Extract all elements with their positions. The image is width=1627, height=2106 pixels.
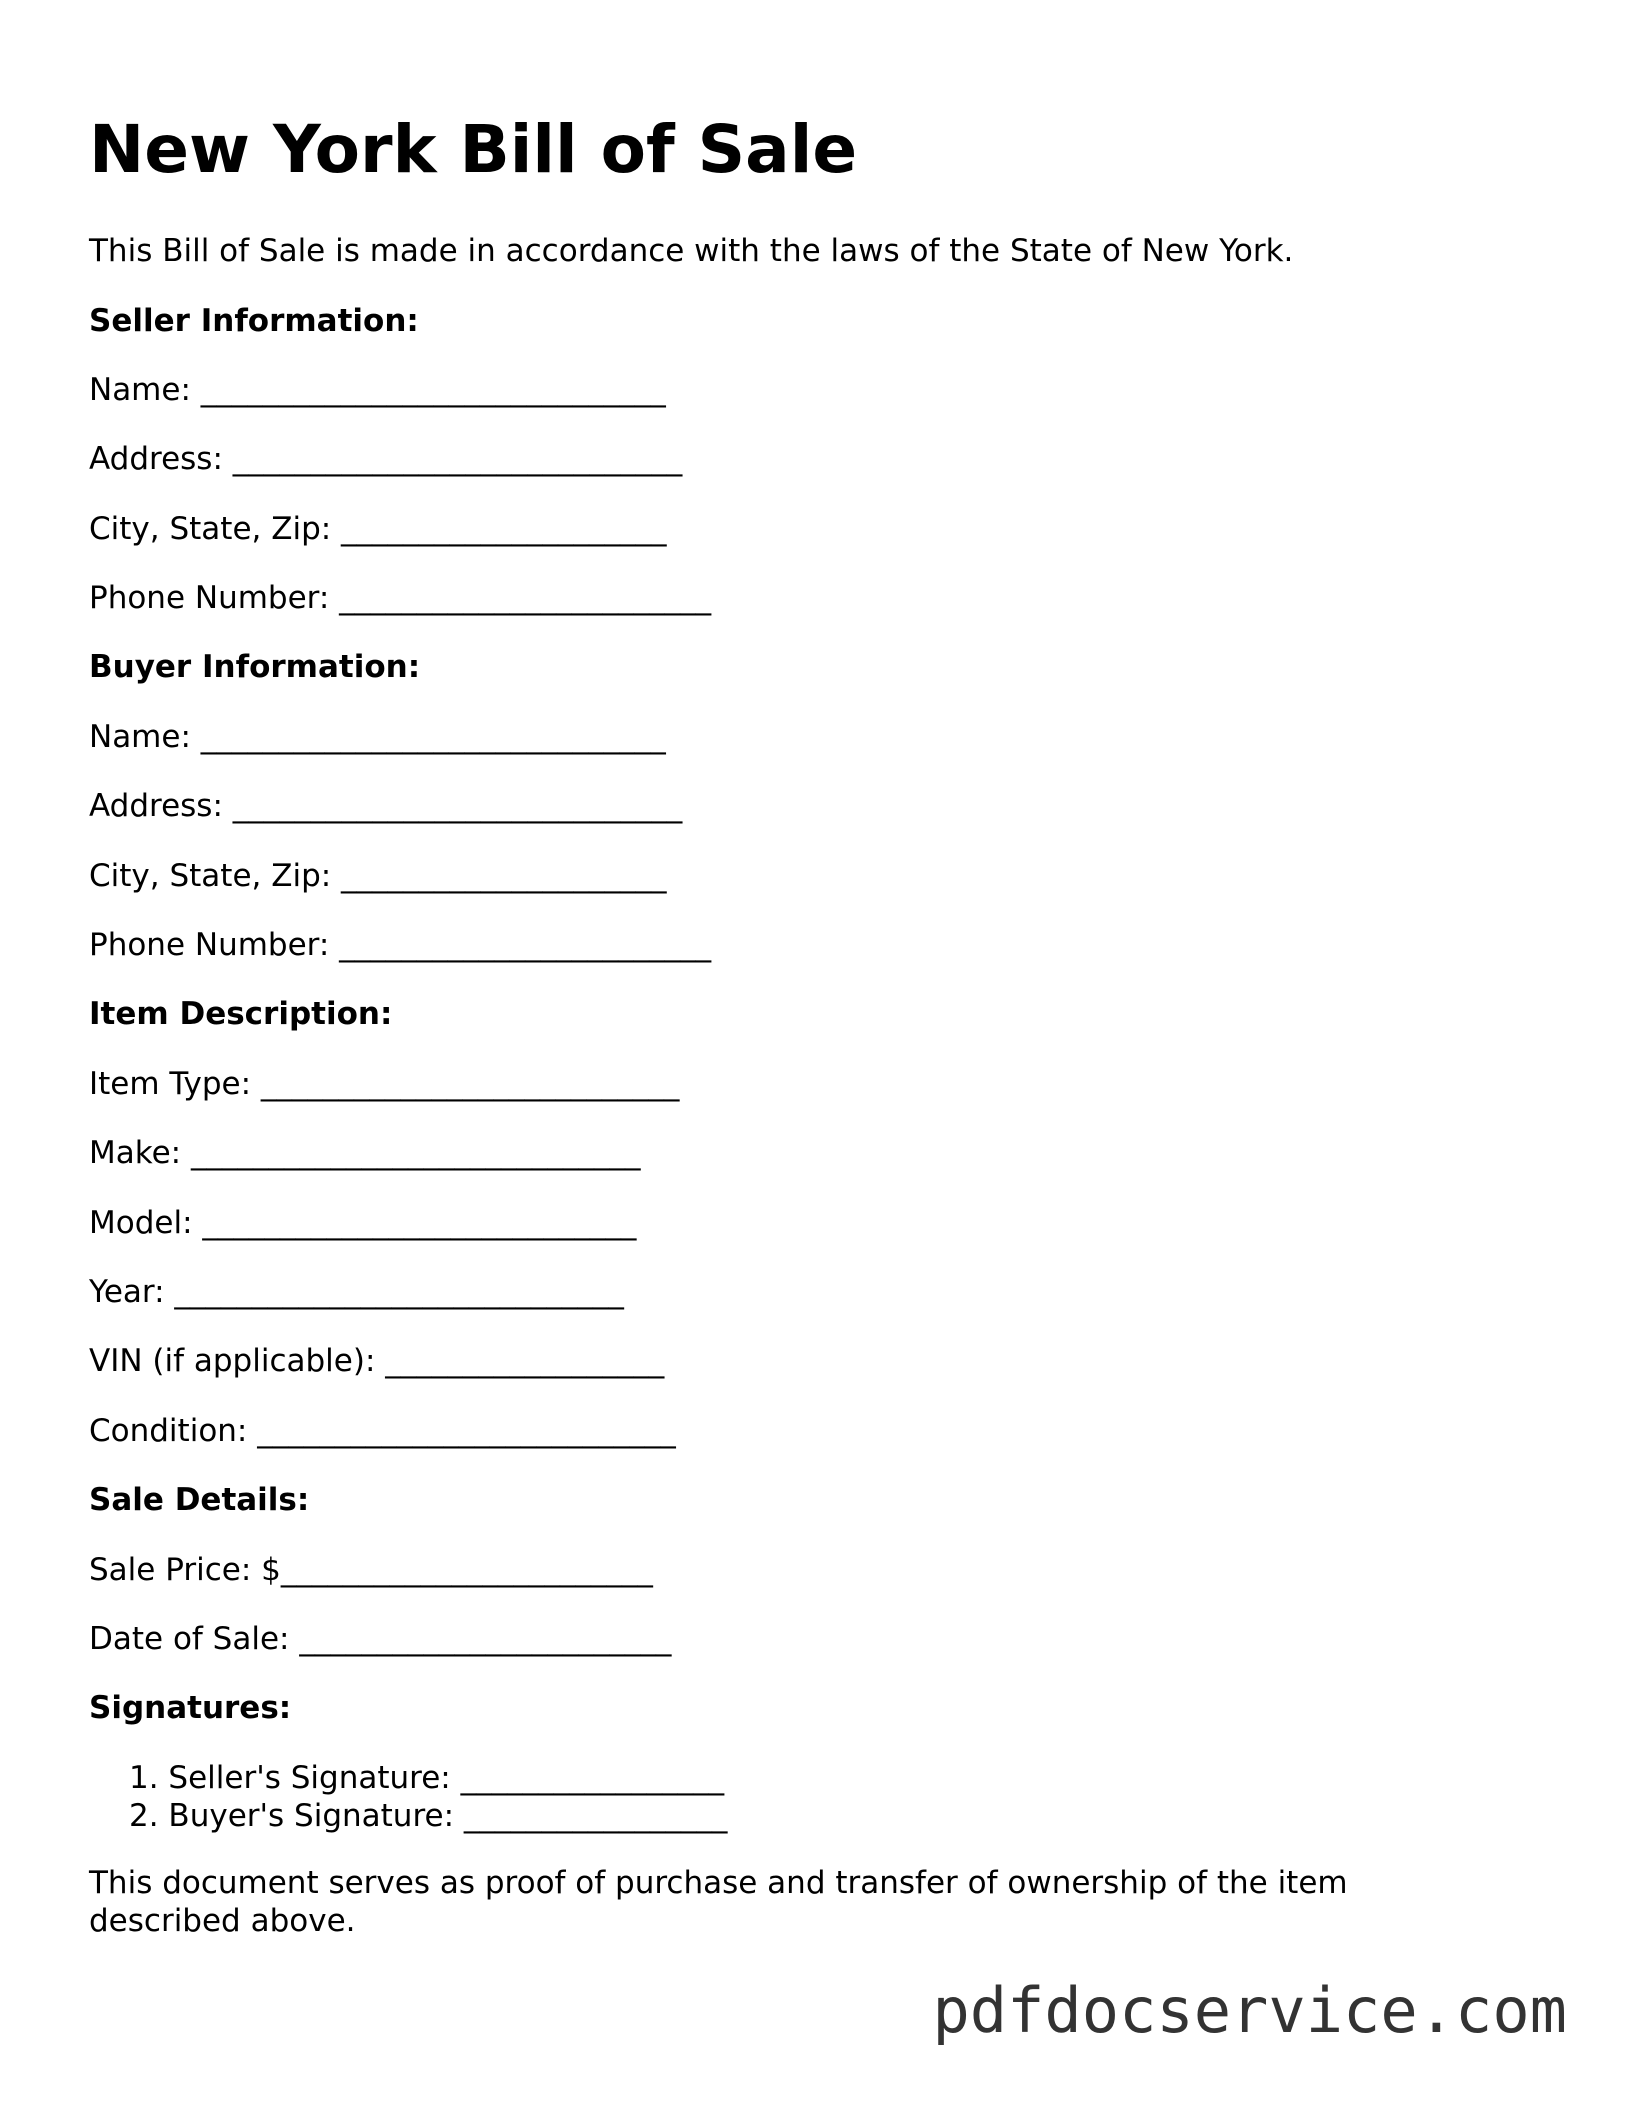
seller-city-state-zip-field: City, State, Zip: _____________________ [89, 511, 667, 547]
watermark-text: pdfdocservice.com [932, 1974, 1567, 2047]
item-type-field: Item Type: ___________________________ [89, 1066, 680, 1102]
item-make-field: Make: _____________________________ [89, 1135, 641, 1171]
item-condition-field: Condition: ___________________________ [89, 1413, 676, 1449]
sale-heading: Sale Details: [89, 1482, 310, 1518]
buyer-city-state-zip-field: City, State, Zip: _____________________ [89, 858, 667, 894]
seller-address-field: Address: _____________________________ [89, 441, 683, 477]
buyer-signature-field: 2. Buyer's Signature: _________________ [129, 1798, 728, 1834]
buyer-address-field: Address: _____________________________ [89, 788, 683, 824]
item-year-field: Year: _____________________________ [89, 1274, 624, 1310]
signatures-heading: Signatures: [89, 1690, 292, 1726]
buyer-name-field: Name: ______________________________ [89, 719, 666, 755]
item-vin-field: VIN (if applicable): __________________ [89, 1343, 665, 1379]
item-model-field: Model: ____________________________ [89, 1205, 637, 1241]
seller-phone-field: Phone Number: ________________________ [89, 580, 712, 616]
item-heading: Item Description: [89, 996, 393, 1032]
buyer-heading: Buyer Information: [89, 649, 421, 685]
document-title: New York Bill of Sale [89, 111, 858, 188]
intro-text: This Bill of Sale is made in accordance with the laws of the State of New York. [89, 233, 1294, 269]
seller-name-field: Name: ______________________________ [89, 372, 666, 408]
signature-list [129, 1759, 727, 1835]
seller-signature-field: 1. Seller's Signature: _________________ [129, 1760, 725, 1796]
buyer-phone-field: Phone Number: ________________________ [89, 927, 712, 963]
seller-heading: Seller Information: [89, 303, 419, 339]
sale-price-field: Sale Price: $________________________ [89, 1552, 653, 1588]
closing-statement: This document serves as proof of purchase and transfer of ownership of the item described above. [89, 1865, 1348, 1939]
sale-date-field: Date of Sale: ________________________ [89, 1621, 672, 1657]
